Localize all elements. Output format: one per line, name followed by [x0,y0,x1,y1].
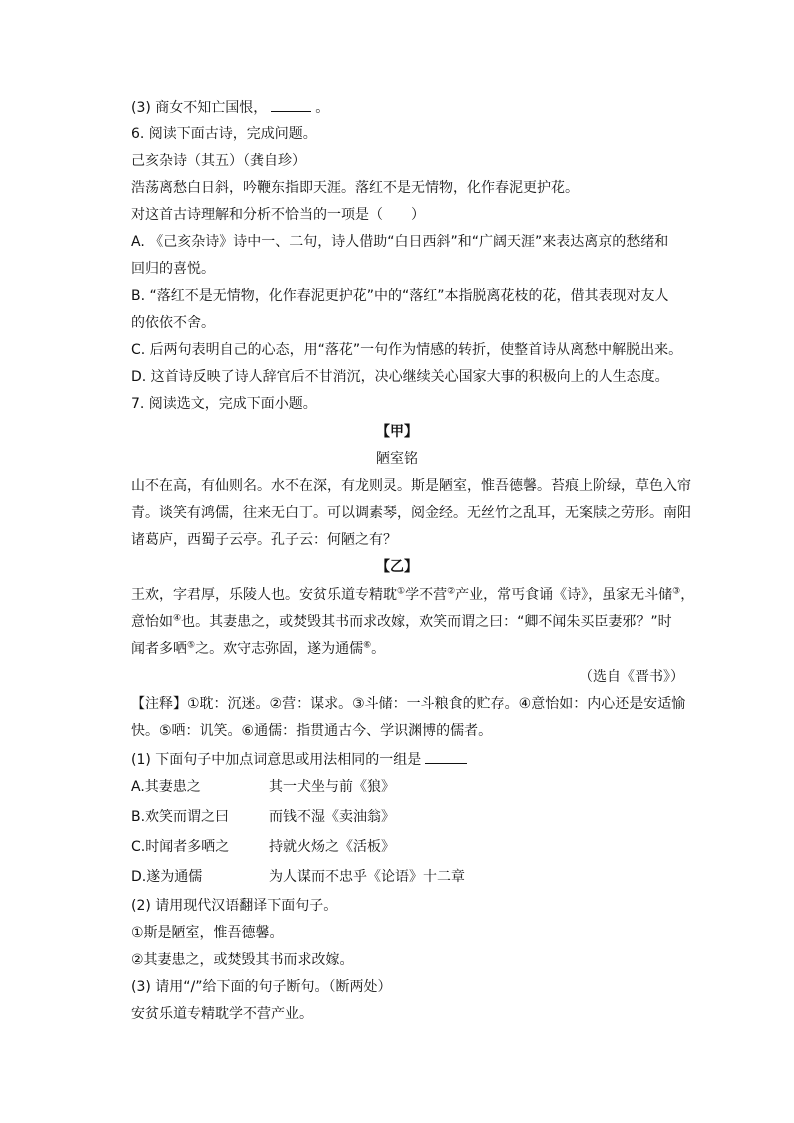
q5-line-3 [131,97,329,118]
yi-text: 也。其妻患之，或焚毁其书而求改嫁，欢笑而谓之曰：“卿不闻朱买臣妻邪？”时 [181,614,672,630]
q7-sub3-sentence: 安贫乐道专精耽学不营产业。 [131,1006,313,1022]
q6-question: 对这首古诗理解和分析不恰当的一项是（ ） [131,207,425,223]
q6-option-c: C. 后两句表明自己的心态，用“落花”一句作为情感的转折，使整首诗从离愁中解脱出来。 [131,342,683,358]
q7-yi-line-1 [131,585,694,605]
yi-text: 。 [371,641,386,657]
q7-header: 7. 阅读选文，完成下面小题。 [131,396,317,412]
option-left: B.欢笑而谓之曰 [131,809,230,825]
q6-option-b-cont: 的依依不舍。 [131,315,215,331]
q7-sub3-question: (3) 请用“/”给下面的句子断句。（断两处） [131,979,392,995]
option-left: A.其妻患之 [131,779,201,795]
yi-text: 闻者多哂 [131,641,187,657]
q7-notes-line-1: 【注释】①耽：沉迷。②营：谋求。③斗储：一斗粮食的贮存。④意怡如：内心还是安适愉 [131,696,686,712]
option-left: C.时闻者多哂之 [131,839,230,855]
option-right: 而钱不湿《卖油翁》 [269,809,395,825]
option-left: D.遂为通儒 [131,869,203,885]
q7-sub1-option-b [131,807,395,827]
note-mark: ⑤ [187,640,196,651]
sub1-question-text: (1) 下面句子中加点词意思或用法相同的一组是 [131,752,422,768]
q7-sub1-option-d [131,867,465,887]
q6-header: 6. 阅读下面古诗，完成问题。 [131,126,317,142]
yi-text: 意怡如 [131,614,173,630]
q7-yi-line-3 [131,639,385,659]
q7-sub2-item-1: ①斯是陋室，惟吾德馨。 [131,925,284,941]
yi-text: 产业，常丐食诵《诗》，虽家无斗储 [455,587,673,603]
note-mark: ③ [672,586,681,597]
option-right: 其一犬坐与前《狼》 [269,779,395,795]
q7-yi-line-2 [131,612,672,632]
q7-jia-title: 陋室铭 [376,451,418,467]
q6-poem-text: 浩荡离愁白日斜，吟鞭东指即天涯。落红不是无情物，化作春泥更护花。 [131,180,579,196]
q6-option-b: B. “落红不是无情物，化作春泥更护花”中的“落红”本指脱离花枝的花，借其表现对友人 [131,288,669,304]
q7-jia-line-3: 诸葛庐，西蜀子云亭。孔子云：何陋之有？ [131,532,397,548]
q7-jia-label: 【甲】 [376,424,418,440]
note-mark: ② [447,586,456,597]
q5-line-3-text: (3) 商女不知亡国恨， [131,100,268,116]
q5-line-3-end: 。 [315,100,330,116]
answer-blank[interactable] [425,749,467,764]
q7-sub1-question [131,749,471,770]
q7-sub2-question: (2) 请用现代汉语翻译下面句子。 [131,898,338,914]
q7-jia-line-1: 山不在高，有仙则名。水不在深，有龙则灵。斯是陋室，惟吾德馨。苔痕上阶绿，草色入帘 [131,478,691,494]
note-mark: ④ [173,613,182,624]
option-right: 持就火炀之《活板》 [269,839,395,855]
q7-jia-line-2: 青。谈笑有鸿儒，往来无白丁。可以调素琴，阅金经。无丝竹之乱耳，无案牍之劳形。南阳 [131,505,691,521]
q7-source: （选自《晋书》） [579,669,684,685]
q7-sub1-option-a [131,777,395,797]
yi-text: 之。欢守志弥固，遂为通儒 [195,641,364,657]
q6-option-a: A. 《己亥杂诗》诗中一、二句，诗人借助“白日西斜”和“广阔天涯”来表达离京的愁绪和 [131,234,669,250]
q7-sub2-item-2: ②其妻患之，或焚毁其书而求改嫁。 [131,952,354,968]
q7-yi-label: 【乙】 [376,559,418,575]
yi-text: ， [680,587,695,603]
q7-notes-line-2: 快。⑤哂：讥笑。⑥通儒：指贯通古今、学识渊博的儒者。 [131,723,493,739]
q7-sub1-option-c [131,837,395,857]
option-right: 为人谋而不忠乎《论语》十二章 [269,869,465,885]
q6-option-d: D. 这首诗反映了诗人辞官后不甘消沉，决心继续关心国家大事的积极向上的人生态度。 [131,369,669,385]
yi-text: 学不营 [405,587,448,603]
yi-text: 王欢，字君厚，乐陵人也。安贫乐道专精耽 [131,587,397,603]
note-mark: ⑥ [363,640,372,651]
note-mark: ① [397,586,406,597]
q6-option-a-cont: 回归的喜悦。 [131,261,215,277]
q6-poem-title: 己亥杂诗（其五）（龚自珍） [131,153,306,169]
answer-blank[interactable] [271,97,311,112]
